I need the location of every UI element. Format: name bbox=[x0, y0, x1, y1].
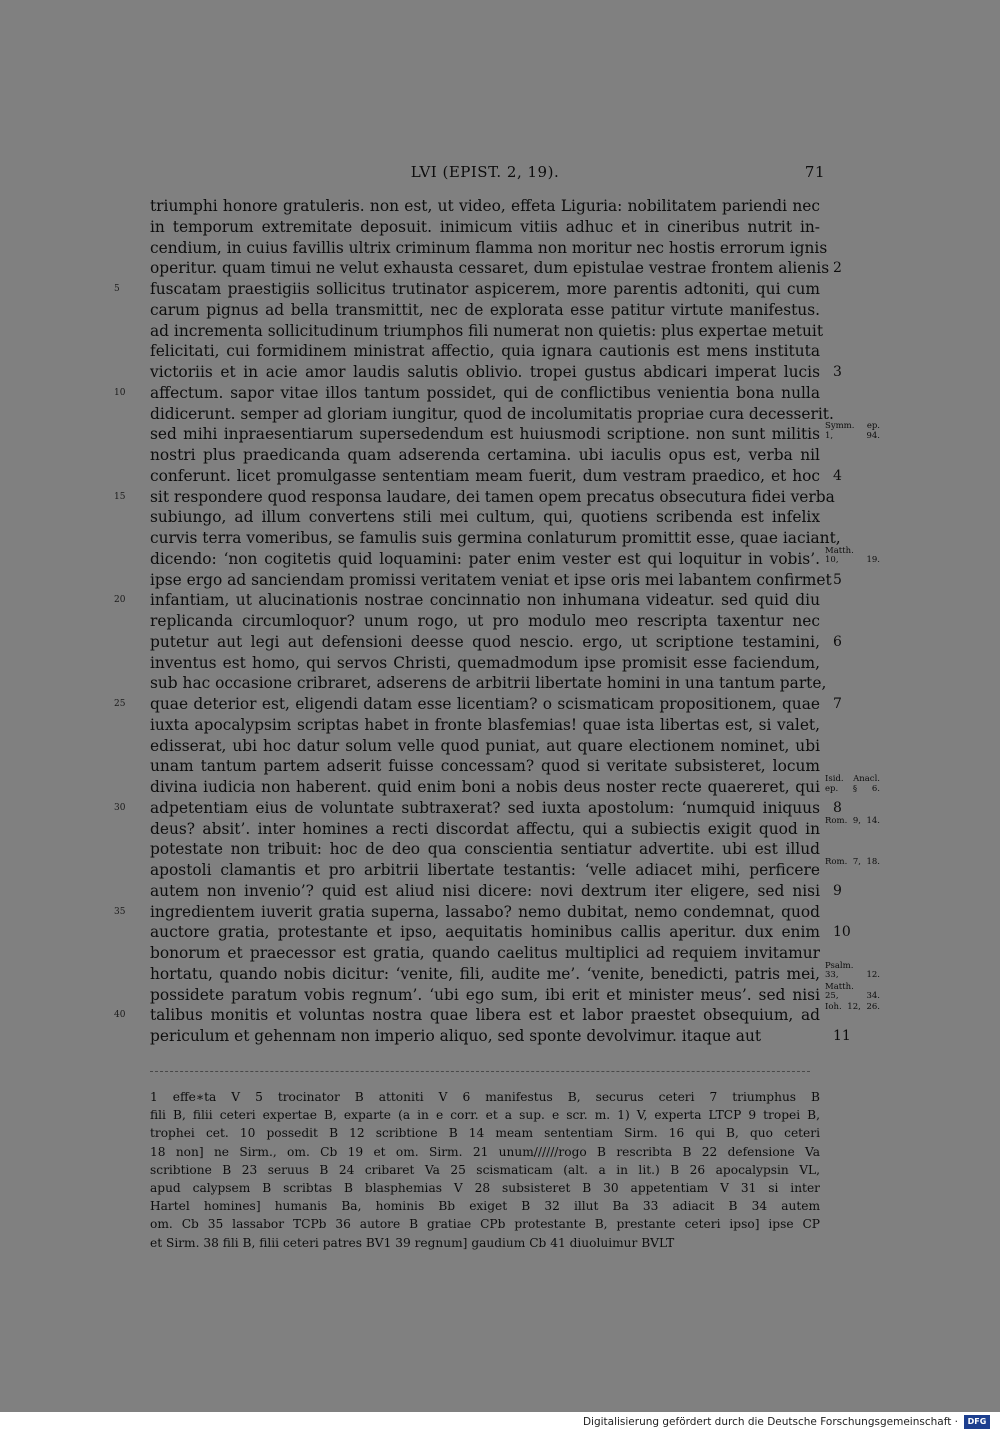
line-text: quae deterior est, eligendi datam esse licentiam? o scismaticam propositionem, quae bbox=[150, 695, 820, 713]
line-text: operitur. quam timui ne velut exhausta cessaret, dum epistulae vestrae frontem alienis bbox=[150, 259, 830, 278]
text-line bbox=[150, 981, 880, 1006]
line-text: apostoli clamantis et pro arbitrii libertate testantis: ‘velle adiacet mihi, perficere bbox=[150, 861, 820, 879]
line-text: cendium, in cuius favillis ultrix criminum flamma non moritur nec hostis errorum ignis bbox=[150, 238, 828, 257]
line-number: 40 bbox=[114, 1010, 126, 1021]
funding-credit: Digitalisierung gefördert durch die Deutsche Forschungsgemeinschaft · bbox=[582, 1416, 958, 1428]
line-number: 35 bbox=[114, 906, 126, 917]
critical-apparatus bbox=[150, 1088, 820, 1252]
text-line bbox=[150, 545, 880, 570]
text-line bbox=[150, 528, 841, 549]
footnote-rule bbox=[150, 1071, 810, 1073]
text-line bbox=[150, 632, 842, 653]
text-line bbox=[150, 570, 842, 591]
text-line bbox=[150, 321, 824, 342]
text-line bbox=[150, 922, 851, 943]
text-line bbox=[150, 362, 842, 383]
section-number: 7 bbox=[833, 696, 842, 712]
line-text: carum pignus ad bella transmittit, nec de explorata esse patitur virtute manifestus. bbox=[150, 300, 820, 319]
line-text: curvis terra vomeribus, se famulis suis germina conlaturum promittit esse, quae iaciant, bbox=[150, 529, 841, 547]
line-text: sit respondere quod responsa laudare, dei tamen opem precatus obsecutura fidei verba bbox=[150, 487, 835, 506]
line-text: felicitati, cui formidinem ministrat affectio, quia ignara cautionis est mens instituta bbox=[150, 342, 820, 361]
line-text: triumphi honore gratuleris. non est, ut video, effeta Liguria: nobilitatem pariendi nec bbox=[150, 197, 820, 215]
text-line bbox=[150, 300, 820, 321]
text-line bbox=[150, 857, 880, 881]
text-line bbox=[150, 736, 820, 757]
text-line bbox=[150, 673, 827, 694]
text-line bbox=[150, 445, 820, 466]
line-text: deus? absit’. inter homines a recti discordat affectu, qui a subiectis exigit quod in bbox=[150, 819, 820, 838]
text-line bbox=[150, 715, 820, 736]
section-number: 8 bbox=[833, 799, 842, 816]
line-text: bonorum et praecessor est gratia, quando caelitus multiplici ad requiem invitamur bbox=[150, 944, 820, 962]
line-text: periculum et gehennam non imperio aliquo, sed sponte devolvimur. itaque aut bbox=[150, 1027, 762, 1045]
section-number: 4 bbox=[833, 467, 842, 484]
line-text: hortatu, quando nobis dicitur: ‘venite, fili, audite me’. ‘venite, benedicti, patris mei, bbox=[150, 964, 820, 983]
dfg-logo: DFG bbox=[964, 1415, 990, 1429]
line-text: subiungo, ad illum convertens stili mei cultum, qui, quotiens scribenda est infelix bbox=[150, 508, 820, 527]
apparatus-line: fili B, filii ceteri expertae B, exparte (a in e corr. et a sup. e scr. m. 1) V, experta LTCP 9 tropei B, bbox=[150, 1108, 820, 1123]
apparatus-line: 1 effe∗ta V 5 trocinator B attoniti V 6 manifestus B, securus ceteri 7 triumphus B bbox=[150, 1090, 820, 1104]
line-number: 30 bbox=[114, 802, 126, 813]
section-number: 3 bbox=[833, 364, 842, 380]
line-text: adpetentiam eius de voluntate subtraxerat? sed iuxta apostolum: ‘numquid iniquus bbox=[150, 798, 820, 817]
text-line bbox=[150, 238, 828, 259]
text-line bbox=[150, 611, 820, 632]
line-text: fuscatam praestigiis sollicitus trutinator aspicerem, more parentis adtoniti, qui cum bbox=[150, 280, 820, 298]
apparatus-line: 18 non] ne Sirm., om. Cb 19 et om. Sirm. 21 unum//////rogo B rescribta B 22 defensione Va bbox=[150, 1144, 820, 1159]
margin-reference: Rom. 9, 14. bbox=[825, 815, 880, 826]
text-line bbox=[150, 466, 842, 487]
line-text: dicendo: ‘non cogitetis quid loquamini: pater enim vester est qui loquitur in vobis’. bbox=[150, 549, 820, 568]
text-line bbox=[150, 960, 880, 985]
line-text: edisserat, ubi hoc datur solum velle quod puniat, aut quare electionem nominet, ubi bbox=[150, 736, 820, 755]
section-number: 11 bbox=[833, 1028, 851, 1044]
text-line bbox=[150, 774, 880, 798]
apparatus-line: apud calypsem B scribtas B blasphemias V 28 subsisteret B 30 appetentiam V 31 si inter bbox=[150, 1180, 820, 1195]
line-text: in temporum extremitate deposuit. inimicum vitiis adhuc et in cineribus nutrit in- bbox=[150, 217, 820, 236]
line-text: nostri plus praedicanda quam adserenda certamina. ubi iaculis opus est, verba nil bbox=[150, 446, 820, 464]
text-line bbox=[150, 653, 820, 674]
text-line bbox=[150, 421, 880, 445]
line-text: ipse ergo ad sanciendam promissi veritatem veniat et ipse oris mei labantem confirmet bbox=[150, 570, 832, 589]
text-line bbox=[150, 404, 834, 425]
text-line bbox=[114, 383, 820, 404]
margin-reference: Rom. 7, 18. bbox=[825, 857, 880, 867]
line-number: 20 bbox=[114, 595, 126, 606]
section-number: 5 bbox=[833, 571, 842, 588]
text-line bbox=[150, 756, 820, 777]
line-text: putetur aut legi aut defensioni deesse quod nescio. ergo, ut scriptione testamini, bbox=[150, 632, 820, 651]
margin-reference: Ioh. 12, 26. bbox=[825, 1002, 880, 1013]
text-line bbox=[114, 798, 842, 819]
line-text: possidete paratum vobis regnum’. ‘ubi ego sum, ibi erit et minister meus’. sed nisi bbox=[150, 985, 820, 1004]
line-text: ingredientem iuverit gratia superna, lassabo? nemo dubitat, nemo condemnat, quod bbox=[150, 902, 820, 921]
running-head: LVI (EPIST. 2, 19). bbox=[410, 163, 560, 181]
text-line bbox=[150, 815, 880, 840]
footer-bar bbox=[0, 1412, 1000, 1434]
line-text: inventus est homo, qui servos Christi, quemadmodum ipse promisit esse faciendum, bbox=[150, 653, 820, 672]
main-text bbox=[114, 196, 880, 1047]
section-number: 6 bbox=[833, 633, 842, 650]
margin-reference: Matth. 25, 34. bbox=[825, 981, 880, 1001]
text-line bbox=[150, 217, 820, 238]
section-number: 10 bbox=[833, 924, 851, 941]
text-line bbox=[114, 1002, 880, 1026]
line-text: unam tantum partem adserit fuisse concessam? quod si veritate subsisteret, locum bbox=[150, 757, 820, 776]
page-header bbox=[145, 163, 825, 185]
apparatus-line: trophei cet. 10 possedit B 12 scribtione B 14 meam sententiam Sirm. 16 qui B, quo ceteri bbox=[150, 1126, 820, 1141]
line-number: 10 bbox=[114, 387, 126, 398]
text-line bbox=[150, 341, 820, 362]
line-text: didicerunt. semper ad gloriam iungitur, quod de incolumitatis propriae cura decesserit. bbox=[150, 404, 834, 423]
line-text: infantiam, ut alucinationis nostrae concinnatio non inhumana videatur. sed quid diu bbox=[150, 591, 820, 610]
line-number: 5 bbox=[114, 284, 120, 294]
line-text: ad incrementa sollicitudinum triumphos fili numerat non quietis: plus expertae metuit bbox=[150, 321, 824, 340]
text-line bbox=[150, 881, 842, 902]
margin-reference: Psalm. 33, 12. bbox=[825, 960, 880, 981]
line-text: sub hac occasione cribraret, adserens de arbitrii libertate homini in una tantum parte, bbox=[150, 674, 827, 693]
line-text: iuxta apocalypsim scriptas habet in fronte blasfemias! quae ista libertas est, si valet, bbox=[150, 715, 820, 734]
line-text: victoriis et in acie amor laudis salutis oblivio. tropei gustus abdicari imperat lucis bbox=[150, 363, 820, 381]
text-line bbox=[114, 694, 842, 715]
line-number: 25 bbox=[114, 699, 126, 709]
line-text: autem non invenio’? quid est aliud nisi dicere: novi dextrum iter eligere, sed nisi bbox=[150, 881, 820, 900]
line-text: potestate non tribuit: hoc de deo qua conscientia sentiatur advertite. ubi est illud bbox=[150, 840, 820, 859]
line-text: divina iudicia non haberent. quid enim boni a nobis deus noster recte quaereret, qui bbox=[150, 778, 820, 796]
text-line bbox=[150, 1026, 851, 1047]
text-line bbox=[150, 196, 820, 217]
line-text: talibus monitis et voluntas nostra quae libera est et labor praestet obsequium, ad bbox=[150, 1006, 820, 1025]
text-line bbox=[114, 487, 835, 508]
line-text: conferunt. licet promulgasse sententiam meam fuerit, dum vestram praedico, et hoc bbox=[150, 466, 820, 485]
text-line bbox=[114, 279, 820, 300]
text-line bbox=[150, 507, 820, 528]
line-text: affectum. sapor vitae illos tantum possidet, qui de conflictibus venientia bona nulla bbox=[150, 383, 820, 402]
apparatus-line: Hartel homines] humanis Ba, hominis Bb exiget B 32 illut Ba 33 adiacit B 34 autem bbox=[150, 1199, 820, 1214]
text-line bbox=[150, 258, 842, 279]
text-line bbox=[150, 943, 820, 964]
text-line bbox=[114, 590, 820, 611]
apparatus-line: om. Cb 35 lassabor TCPb 36 autore B gratiae CPb protestante B, prestante ceteri ipso] ipse CP bbox=[150, 1217, 820, 1232]
line-text: sed mihi inpraesentiarum supersedendum est huiusmodi scriptione. non sunt militis bbox=[150, 425, 820, 444]
margin-reference: Symm. ep. 1, 94. bbox=[825, 421, 880, 441]
apparatus-line: et Sirm. 38 fili B, filii ceteri patres BV1 39 regnum] gaudium Cb 41 diuoluimur BVLT bbox=[150, 1235, 675, 1250]
section-number: 2 bbox=[833, 260, 842, 277]
margin-reference: Isid. Anacl. ep. § 6. bbox=[825, 774, 880, 794]
text-line bbox=[114, 902, 820, 923]
apparatus-line: scribtione B 23 seruus B 24 cribaret Va 25 scismaticam (alt. a in lit.) B 26 apocalypsin VL, bbox=[150, 1162, 820, 1177]
line-text: auctore gratia, protestante et ipso, aequitatis hominibus callis aperitur. dux enim bbox=[150, 923, 820, 942]
line-number: 15 bbox=[114, 491, 126, 502]
page-number: 71 bbox=[804, 163, 825, 181]
section-number: 9 bbox=[833, 882, 842, 899]
line-text: replicanda circumloquor? unum rogo, ut pro modulo meo rescripta taxentur nec bbox=[150, 612, 820, 630]
text-line bbox=[150, 839, 820, 860]
margin-reference: Matth. 10, 19. bbox=[825, 545, 880, 566]
